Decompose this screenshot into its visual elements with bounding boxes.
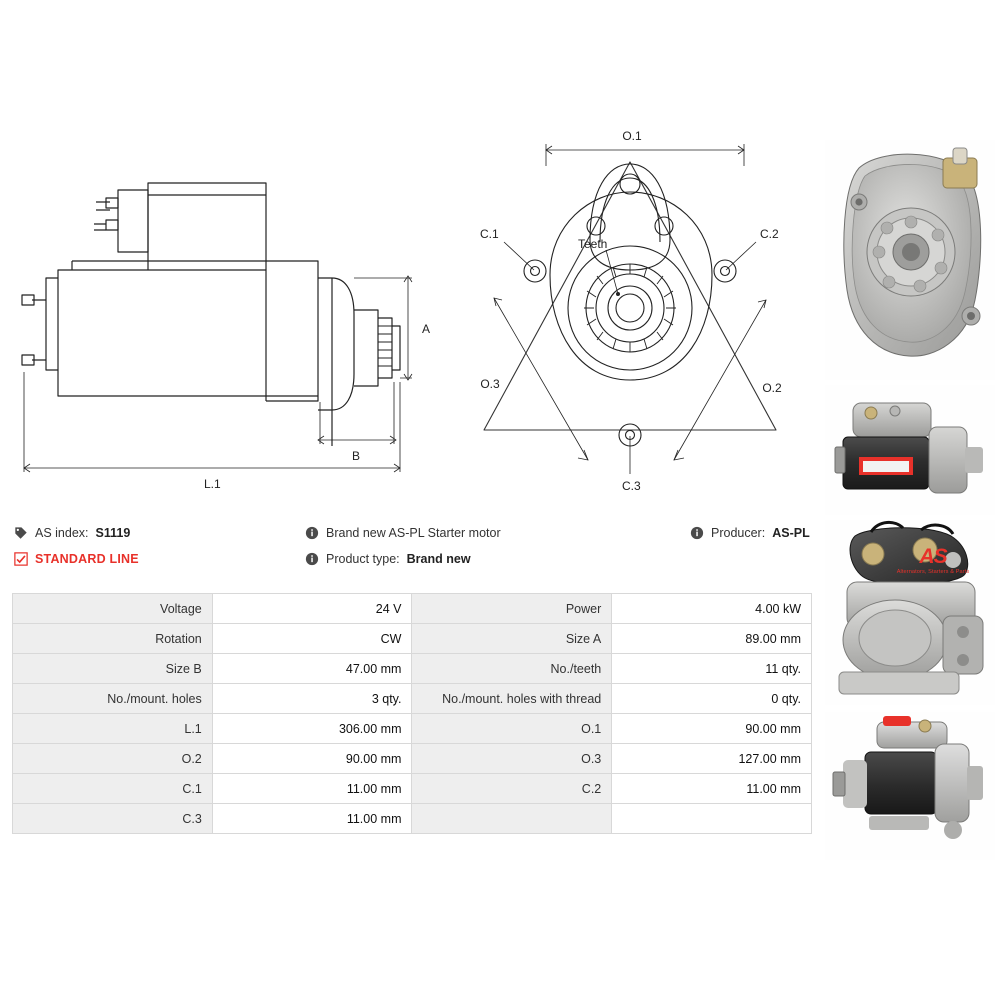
spec-label: No./teeth — [412, 654, 612, 684]
product-photo-2[interactable] — [825, 385, 995, 515]
spec-value: 24 V — [212, 594, 412, 624]
producer-label: Producer: — [711, 526, 766, 540]
info-icon — [690, 526, 704, 540]
info-icon — [305, 552, 319, 566]
product-type-row — [305, 546, 501, 572]
spec-value: 11 qty. — [612, 654, 812, 684]
label-o2: O.2 — [762, 381, 782, 395]
spec-label: C.2 — [412, 774, 612, 804]
brand-mark: AS — [919, 545, 947, 568]
product-photo-4[interactable] — [825, 712, 995, 860]
spec-value: 306.00 mm — [212, 714, 412, 744]
spec-value: 11.00 mm — [612, 774, 812, 804]
standard-line-row — [14, 546, 139, 572]
label-o1: O.1 — [622, 130, 642, 143]
product-description: Brand new AS-PL Starter motor — [326, 526, 501, 540]
spec-label: Size A — [412, 624, 612, 654]
spec-label: C.1 — [13, 774, 213, 804]
spec-value: 4.00 kW — [612, 594, 812, 624]
table-row — [13, 714, 812, 744]
spec-label: O.1 — [412, 714, 612, 744]
spec-label: C.3 — [13, 804, 213, 834]
table-row — [13, 624, 812, 654]
product-photo-1[interactable] — [825, 140, 995, 380]
table-row — [13, 804, 812, 834]
spec-value: 89.00 mm — [612, 624, 812, 654]
standard-line-label: STANDARD LINE — [35, 552, 139, 566]
starter-front-view-drawing — [460, 130, 820, 510]
specifications-table — [12, 593, 812, 834]
spec-value: 11.00 mm — [212, 804, 412, 834]
table-row — [13, 654, 812, 684]
spec-label: O.3 — [412, 744, 612, 774]
spec-value: CW — [212, 624, 412, 654]
table-row — [13, 774, 812, 804]
producer-value: AS-PL — [772, 526, 810, 540]
table-row — [13, 594, 812, 624]
label-c2: C.2 — [760, 227, 779, 241]
label-size-b: B — [352, 449, 361, 463]
spec-value: 127.00 mm — [612, 744, 812, 774]
spec-value: 0 qty. — [612, 684, 812, 714]
label-teeth: Teeth — [578, 237, 608, 251]
label-c3: C.3 — [622, 479, 641, 493]
product-info-strip — [0, 520, 1000, 590]
label-c1: C.1 — [480, 227, 499, 241]
checkbox-icon — [14, 552, 28, 566]
producer-row — [690, 520, 810, 546]
label-o3: O.3 — [480, 377, 500, 391]
tag-icon — [14, 526, 28, 540]
starter-side-view-drawing — [10, 150, 460, 500]
as-index-row — [14, 520, 139, 546]
info-icon — [305, 526, 319, 540]
spec-value: 3 qty. — [212, 684, 412, 714]
product-type-label: Product type: — [326, 552, 400, 566]
spec-label: No./mount. holes — [13, 684, 213, 714]
label-size-a: A — [422, 322, 431, 336]
brand-subtitle: Alternators, Starters & Parts — [896, 569, 970, 575]
spec-label: L.1 — [13, 714, 213, 744]
table-row — [13, 744, 812, 774]
spec-label: Rotation — [13, 624, 213, 654]
description-row — [305, 520, 501, 546]
spec-label: No./mount. holes with thread — [412, 684, 612, 714]
product-type-value: Brand new — [406, 552, 471, 566]
spec-value: 11.00 mm — [212, 774, 412, 804]
spec-label: Power — [412, 594, 612, 624]
spec-label: Voltage — [13, 594, 213, 624]
product-photo-strip — [825, 140, 995, 860]
as-pl-logo — [878, 546, 988, 575]
spec-empty-value — [612, 804, 812, 834]
spec-value: 90.00 mm — [212, 744, 412, 774]
spec-value: 47.00 mm — [212, 654, 412, 684]
spec-empty-label — [412, 804, 612, 834]
label-l1: L.1 — [204, 477, 221, 491]
spec-label: O.2 — [13, 744, 213, 774]
table-row — [13, 684, 812, 714]
spec-value: 90.00 mm — [612, 714, 812, 744]
as-index-value: S1119 — [95, 526, 131, 540]
spec-label: Size B — [13, 654, 213, 684]
as-index-label: AS index: — [35, 526, 89, 540]
